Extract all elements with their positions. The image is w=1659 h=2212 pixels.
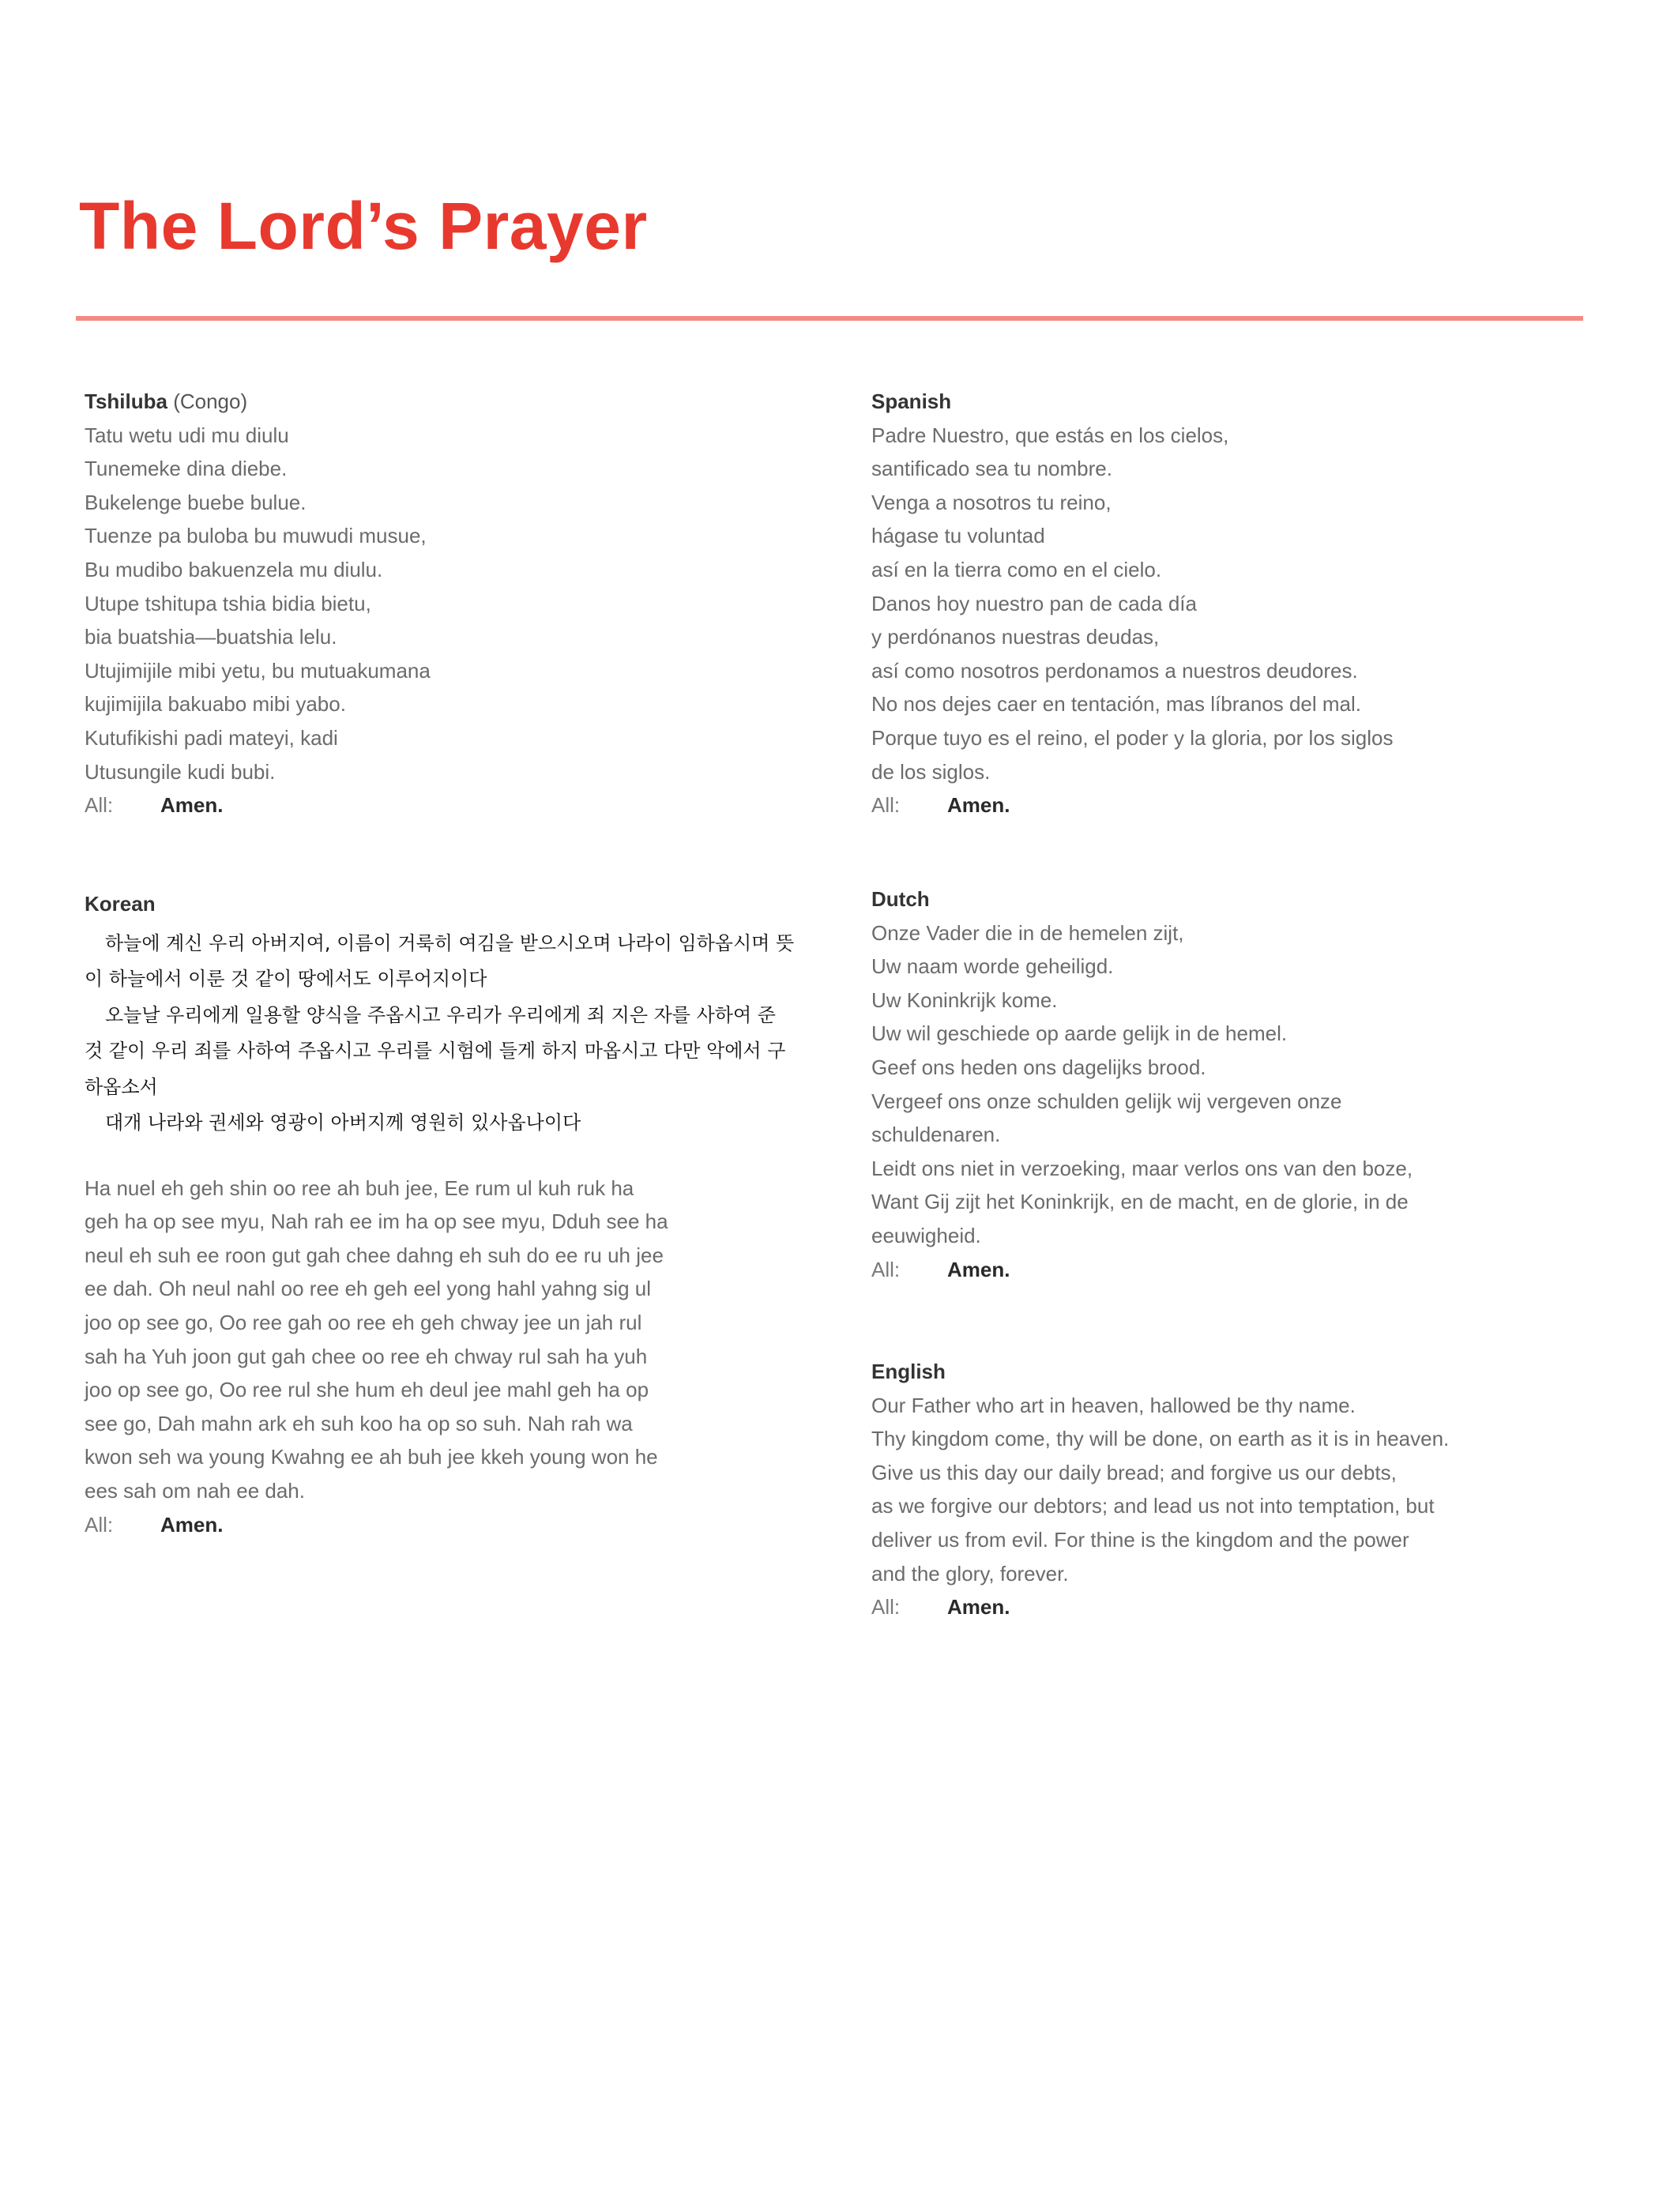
- response-amen: Amen.: [947, 1257, 1010, 1281]
- prayer-line: santificado sea tu nombre.: [871, 457, 1112, 481]
- hangul-paragraph: 오늘날 우리에게 일용할 양식을 주옵시고 우리가 우리에게 죄 지은 자를 사하여 준 것 같이 우리 죄를 사하여 주옵시고 우리를 시험에 들게 하지 마옵시고 다만 악에서 구하옵소서: [85, 1003, 786, 1098]
- prayer-line: y perdónanos nuestras deudas,: [871, 625, 1160, 649]
- prayer-line: Bukelenge buebe bulue.: [85, 490, 307, 514]
- section-heading: [85, 385, 811, 419]
- prayer-line: Our Father who art in heaven, hallowed be thy name.: [871, 1393, 1356, 1417]
- prayer-line: Porque tuyo es el reino, el poder y la gloria, por los siglos: [871, 725, 1394, 750]
- response-row: [871, 1253, 1598, 1287]
- prayer-line: joo op see go, Oo ree gah oo ree eh geh chway jee un jah rul: [85, 1310, 642, 1334]
- prayer-line: see go, Dah mahn ark eh suh koo ha op so suh. Nah rah wa: [85, 1411, 633, 1435]
- prayer-line: and the glory, forever.: [871, 1561, 1069, 1586]
- hangul-text: [85, 926, 796, 1142]
- response-amen: Amen.: [160, 793, 224, 818]
- prayer-line: así en la tierra como en el cielo.: [871, 557, 1162, 581]
- section-heading: Dutch: [871, 887, 930, 911]
- response-row: [85, 788, 811, 822]
- prayer-line: No nos dejes caer en tentación, mas líbranos del mal.: [871, 692, 1362, 717]
- heading-region: (Congo): [173, 389, 248, 413]
- prayer-line: kwon seh wa young Kwahng ee ah buh jee kkeh young won he: [85, 1445, 658, 1469]
- response-label: All:: [871, 793, 901, 818]
- prayer-line: kujimijila bakuabo mibi yabo.: [85, 692, 346, 717]
- section-korean: [85, 887, 796, 1541]
- prayer-line: Leidt ons niet in verzoeking, maar verlos ons van den boze,: [871, 1156, 1413, 1180]
- prayer-line: de los siglos.: [871, 759, 991, 784]
- response-amen: Amen.: [947, 1595, 1010, 1620]
- prayer-line: ee dah. Oh neul nahl oo ree eh geh eel yong hahl yahng sig ul: [85, 1277, 651, 1301]
- prayer-line: schuldenaren.: [871, 1123, 1001, 1147]
- prayer-lines: [871, 1389, 1598, 1591]
- section-english: [871, 1355, 1598, 1624]
- response-row: [85, 1508, 796, 1542]
- prayer-lines: [85, 419, 811, 789]
- prayer-line: sah ha Yuh joon gut gah chee oo ree eh chway rul sah ha yuh: [85, 1344, 648, 1368]
- prayer-line: deliver us from evil. For thine is the kingdom and the power: [871, 1527, 1409, 1552]
- prayer-line: geh ha op see myu, Nah rah ee im ha op see myu, Dduh see ha: [85, 1209, 668, 1234]
- section-heading: Korean: [85, 892, 156, 916]
- romanized-text: [85, 1172, 796, 1508]
- section-spanish: [871, 385, 1598, 822]
- page-title: The Lord’s Prayer: [79, 189, 648, 263]
- prayer-line: Onze Vader die in de hemelen zijt,: [871, 920, 1184, 945]
- prayer-line: Kutufikishi padi mateyi, kadi: [85, 725, 338, 750]
- response-amen: Amen.: [947, 793, 1010, 818]
- response-label: All:: [85, 793, 114, 818]
- section-tshiluba: [85, 385, 811, 822]
- prayer-line: Uw Koninkrijk kome.: [871, 988, 1058, 1012]
- prayer-line: Want Gij zijt het Koninkrijk, en de macht, en de glorie, in de: [871, 1190, 1409, 1214]
- prayer-line: Padre Nuestro, que estás en los cielos,: [871, 423, 1229, 447]
- prayer-line: así como nosotros perdonamos a nuestros deudores.: [871, 658, 1358, 683]
- hangul-paragraph: 대개 나라와 권세와 영광이 아버지께 영원히 있사옵나이다: [105, 1112, 581, 1134]
- response-row: [871, 788, 1598, 822]
- hangul-paragraph: 하늘에 계신 우리 아버지여, 이름이 거룩히 여김을 받으시오며 나라이 임하옵시며 뜻이 하늘에서 이룬 것 같이 땅에서도 이루어지이다: [85, 931, 795, 991]
- prayer-line: Tuenze pa buloba bu muwudi musue,: [85, 524, 427, 548]
- prayer-line: hágase tu voluntad: [871, 524, 1045, 548]
- response-label: All:: [871, 1595, 901, 1620]
- prayer-line: Give us this day our daily bread; and forgive us our debts,: [871, 1460, 1397, 1484]
- prayer-line: Thy kingdom come, thy will be done, on earth as it is in heaven.: [871, 1427, 1450, 1451]
- prayer-line: Vergeef ons onze schulden gelijk wij vergeven onze: [871, 1089, 1342, 1113]
- prayer-line: Tunemeke dina diebe.: [85, 457, 288, 481]
- section-heading: Spanish: [871, 389, 952, 413]
- response-label: All:: [85, 1512, 114, 1537]
- response-row: [871, 1590, 1598, 1624]
- prayer-lines: [871, 916, 1598, 1253]
- prayer-line: Utupe tshitupa tshia bidia bietu,: [85, 591, 371, 615]
- response-amen: Amen.: [160, 1512, 224, 1537]
- prayer-line: Uw wil geschiede op aarde gelijk in de hemel.: [871, 1021, 1288, 1046]
- prayer-line: Utujimijile mibi yetu, bu mutuakumana: [85, 658, 431, 683]
- prayer-line: eeuwigheid.: [871, 1223, 981, 1247]
- prayer-line: Utusungile kudi bubi.: [85, 759, 276, 784]
- prayer-line: bia buatshia—buatshia lelu.: [85, 625, 337, 649]
- prayer-line: Ha nuel eh geh shin oo ree ah buh jee, Ee rum ul kuh ruk ha: [85, 1176, 634, 1200]
- prayer-line: Danos hoy nuestro pan de cada día: [871, 591, 1197, 615]
- prayer-line: neul eh suh ee roon gut gah chee dahng eh suh do ee ru uh jee: [85, 1243, 664, 1267]
- prayer-line: ees sah om nah ee dah.: [85, 1478, 305, 1503]
- heading-label: Tshiluba: [85, 389, 167, 413]
- title-divider: [76, 316, 1583, 321]
- prayer-line: Geef ons heden ons dagelijks brood.: [871, 1055, 1206, 1079]
- prayer-line: as we forgive our debtors; and lead us not into temptation, but: [871, 1494, 1435, 1518]
- section-dutch: [871, 882, 1598, 1286]
- prayer-line: Uw naam worde geheiligd.: [871, 954, 1114, 979]
- prayer-lines: [871, 419, 1598, 789]
- prayer-line: Venga a nosotros tu reino,: [871, 490, 1112, 514]
- section-heading: English: [871, 1360, 946, 1383]
- response-label: All:: [871, 1257, 901, 1281]
- prayer-line: Tatu wetu udi mu diulu: [85, 423, 289, 447]
- prayer-line: Bu mudibo bakuenzela mu diulu.: [85, 557, 383, 581]
- prayer-line: joo op see go, Oo ree rul she hum eh deul jee mahl geh ha op: [85, 1378, 649, 1402]
